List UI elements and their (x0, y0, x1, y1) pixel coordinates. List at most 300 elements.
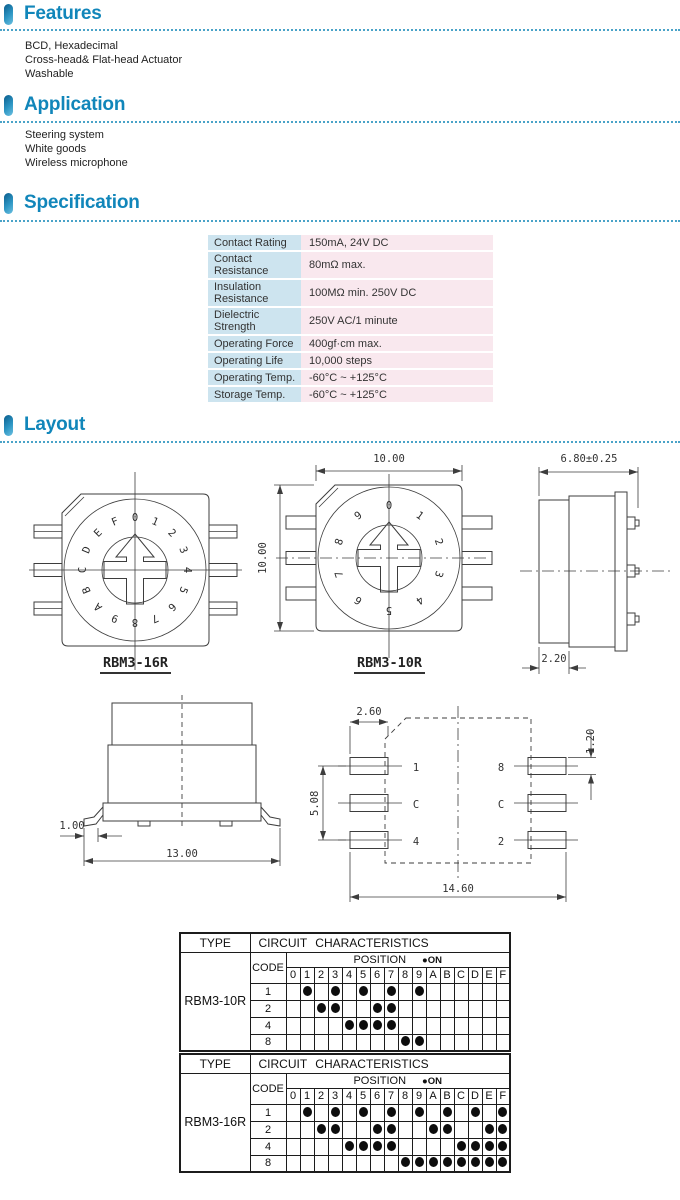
switch-cell (468, 1121, 482, 1138)
switch-cell (468, 1155, 482, 1172)
on-dot-icon (401, 1036, 410, 1046)
switch-cell (454, 1104, 468, 1121)
switch-cell (398, 1155, 412, 1172)
on-dot-icon (359, 1020, 368, 1030)
on-dot-icon (359, 1107, 368, 1117)
pad-label: C (497, 799, 505, 811)
on-dot-icon (303, 1107, 312, 1117)
section-bullet-icon (4, 415, 13, 436)
type-name: RBM3-16R (180, 1073, 250, 1172)
drawing-front-view (40, 693, 295, 878)
dial-character: 2 (165, 526, 179, 540)
switch-cell (440, 1155, 454, 1172)
switch-cell (356, 1121, 370, 1138)
on-dot-icon (498, 1124, 507, 1134)
dial-character: 6 (352, 593, 365, 607)
features-list (25, 40, 182, 81)
dim-height-label: 10.00 (257, 542, 269, 574)
on-dot-icon (415, 986, 424, 996)
switch-cell (314, 983, 328, 1000)
section-bullet-icon (4, 193, 13, 214)
on-dot-icon (443, 1157, 452, 1167)
switch-cell (454, 1155, 468, 1172)
dial-character: C (77, 566, 89, 574)
dial-character: 7 (332, 569, 347, 579)
switch-cell (440, 1034, 454, 1051)
switch-cell (342, 1017, 356, 1034)
switch-cell (300, 1000, 314, 1017)
switch-cell (426, 1000, 440, 1017)
on-dot-icon (485, 1157, 494, 1167)
on-dot-icon (331, 1124, 340, 1134)
switch-cell (384, 1155, 398, 1172)
switch-cell (286, 1017, 300, 1034)
spec-label: Contact Resistance (208, 252, 301, 278)
on-dot-icon (331, 1003, 340, 1013)
drawing-top-view-16r (28, 464, 243, 676)
position-label: 9 (412, 1088, 426, 1104)
circuit-table-10r (179, 932, 511, 1052)
position-label: 4 (342, 967, 356, 983)
spec-value: 80mΩ max. (301, 252, 493, 278)
spec-label: Storage Temp. (208, 387, 301, 402)
switch-cell (370, 1121, 384, 1138)
switch-cell (440, 1121, 454, 1138)
code-header: CODE (250, 1073, 286, 1104)
switch-cell (328, 1017, 342, 1034)
position-header: POSITION ●ON (286, 1073, 510, 1088)
on-dot-icon (359, 986, 368, 996)
on-dot-icon (457, 1141, 466, 1151)
switch-cell (342, 1000, 356, 1017)
switch-cell (286, 1138, 300, 1155)
switch-cell (342, 1121, 356, 1138)
on-legend: ●ON (422, 954, 443, 966)
dial-character: 0 (131, 512, 139, 524)
dim-width-label: 10.00 (373, 453, 405, 465)
switch-cell (370, 1017, 384, 1034)
position-label: F (496, 967, 510, 983)
position-label: 9 (412, 967, 426, 983)
position-label: 8 (398, 1088, 412, 1104)
on-dot-icon (373, 1003, 382, 1013)
section-header-features (0, 3, 680, 31)
switch-cell (426, 1138, 440, 1155)
position-label: 6 (370, 1088, 384, 1104)
on-dot-icon (317, 1003, 326, 1013)
on-dot-icon (415, 1157, 424, 1167)
switch-cell (468, 1104, 482, 1121)
section-title-layout: Layout (24, 414, 86, 435)
switch-cell (482, 1034, 496, 1051)
switch-cell (328, 1104, 342, 1121)
switch-cell (384, 983, 398, 1000)
switch-cell (440, 1104, 454, 1121)
spec-value: 100MΩ min. 250V DC (301, 280, 493, 306)
switch-cell (412, 1121, 426, 1138)
on-dot-icon (457, 1157, 466, 1167)
spec-label: Dielectric Strength (208, 308, 301, 334)
switch-cell (398, 1138, 412, 1155)
switch-cell (482, 1104, 496, 1121)
switch-cell (300, 1104, 314, 1121)
code-label: 2 (250, 1121, 286, 1138)
switch-cell (300, 1138, 314, 1155)
drawing-footprint (298, 686, 610, 918)
application-item: Wireless microphone (25, 156, 128, 169)
switch-cell (468, 983, 482, 1000)
position-label: C (454, 967, 468, 983)
on-legend: ●ON (422, 1075, 443, 1087)
dial-character: 8 (332, 537, 347, 547)
switch-cell (454, 1017, 468, 1034)
section-header-application (0, 94, 680, 123)
switch-cell (314, 1104, 328, 1121)
dim-width-label: 13.00 (166, 848, 198, 860)
switch-cell (426, 1155, 440, 1172)
switch-cell (482, 1121, 496, 1138)
switch-cell (342, 1138, 356, 1155)
dial-character: 6 (165, 600, 179, 614)
on-dot-icon (317, 1124, 326, 1134)
switch-cell (356, 983, 370, 1000)
switch-cell (482, 1155, 496, 1172)
on-dot-icon (373, 1020, 382, 1030)
feature-item: BCD, Hexadecimal (25, 40, 118, 52)
switch-cell (314, 1017, 328, 1034)
switch-cell (468, 1034, 482, 1051)
feature-item: Washable (25, 67, 74, 80)
dim-foot-label: 1.00 (59, 820, 85, 832)
switch-cell (482, 1000, 496, 1017)
switch-cell (300, 1034, 314, 1051)
on-dot-icon (387, 1141, 396, 1151)
position-label: 0 (286, 967, 300, 983)
switch-cell (286, 1121, 300, 1138)
section-bullet-icon (4, 95, 13, 116)
switch-cell (454, 1138, 468, 1155)
spec-label: Operating Life (208, 353, 301, 368)
position-label: 3 (328, 1088, 342, 1104)
position-label: B (440, 967, 454, 983)
dial-character: F (109, 515, 121, 529)
section-title-features: Features (24, 3, 102, 24)
switch-cell (398, 983, 412, 1000)
switch-cell (328, 983, 342, 1000)
switch-cell (370, 1000, 384, 1017)
switch-cell (314, 1034, 328, 1051)
characteristics-header: CIRCUIT CHARACTERISTICS (250, 1054, 510, 1073)
switch-cell (468, 1138, 482, 1155)
switch-cell (314, 1155, 328, 1172)
switch-cell (370, 1155, 384, 1172)
switch-cell (356, 1034, 370, 1051)
on-dot-icon (415, 1036, 424, 1046)
position-label: 5 (356, 967, 370, 983)
position-label: F (496, 1088, 510, 1104)
code-header: CODE (250, 952, 286, 983)
on-dot-icon (401, 1157, 410, 1167)
switch-cell (314, 1000, 328, 1017)
switch-cell (328, 1034, 342, 1051)
section-title-specification: Specification (24, 192, 140, 213)
switch-cell (286, 1104, 300, 1121)
dial-character: 0 (385, 500, 393, 512)
code-label: 1 (250, 983, 286, 1000)
position-label: 2 (314, 1088, 328, 1104)
switch-cell (440, 983, 454, 1000)
switch-cell (398, 1000, 412, 1017)
dim-depth-label: 6.80±0.25 (560, 453, 618, 465)
dial-character: 1 (413, 509, 426, 523)
switch-cell (370, 983, 384, 1000)
position-label: A (426, 967, 440, 983)
on-dot-icon (331, 1107, 340, 1117)
position-label: 1 (300, 1088, 314, 1104)
spec-label: Operating Force (208, 336, 301, 351)
on-dot-icon (498, 1107, 507, 1117)
switch-cell (356, 1104, 370, 1121)
switch-cell (496, 1155, 510, 1172)
switch-cell (398, 1121, 412, 1138)
position-label: C (454, 1088, 468, 1104)
position-label: 2 (314, 967, 328, 983)
position-label: E (482, 1088, 496, 1104)
dim-pad-width-label: 2.60 (356, 706, 382, 718)
switch-cell (412, 983, 426, 1000)
specification-table (208, 233, 493, 404)
on-dot-icon (443, 1107, 452, 1117)
pad-label: C (412, 799, 420, 811)
dim-pad-height-label: 1.20 (585, 728, 597, 754)
pad-label: 2 (497, 836, 505, 848)
application-item: Steering system (25, 129, 104, 141)
code-label: 8 (250, 1155, 286, 1172)
switch-cell (342, 1104, 356, 1121)
switch-cell (426, 1121, 440, 1138)
code-label: 2 (250, 1000, 286, 1017)
switch-cell (328, 1138, 342, 1155)
pad-label: 1 (412, 762, 420, 774)
switch-cell (482, 1138, 496, 1155)
switch-cell (426, 1104, 440, 1121)
drawing-label-10r: RBM3-10R (354, 655, 425, 674)
section-header-layout (0, 414, 680, 443)
position-label: 4 (342, 1088, 356, 1104)
switch-cell (300, 1155, 314, 1172)
spec-value: 150mA, 24V DC (301, 235, 493, 250)
circuit-table-16r (179, 1053, 511, 1173)
position-label: 3 (328, 967, 342, 983)
on-dot-icon (443, 1124, 452, 1134)
on-dot-icon (387, 1020, 396, 1030)
dial-character: 5 (385, 604, 393, 616)
on-dot-icon (415, 1107, 424, 1117)
switch-cell (342, 1034, 356, 1051)
switch-cell (314, 1138, 328, 1155)
switch-cell (496, 1017, 510, 1034)
switch-cell (398, 1017, 412, 1034)
switch-cell (496, 1104, 510, 1121)
switch-cell (482, 983, 496, 1000)
section-bullet-icon (4, 4, 13, 25)
switch-cell (328, 1000, 342, 1017)
on-dot-icon (498, 1157, 507, 1167)
application-item: White goods (25, 142, 87, 155)
spec-value: 250V AC/1 minute (301, 308, 493, 334)
position-label: 7 (384, 967, 398, 983)
switch-cell (314, 1121, 328, 1138)
section-title-application: Application (24, 94, 126, 115)
switch-cell (398, 1034, 412, 1051)
on-dot-icon (359, 1141, 368, 1151)
position-header: POSITION ●ON (286, 952, 510, 967)
switch-cell (454, 1121, 468, 1138)
position-label: A (426, 1088, 440, 1104)
type-name: RBM3-10R (180, 952, 250, 1051)
characteristics-header: CIRCUIT CHARACTERISTICS (250, 933, 510, 952)
on-dot-icon (345, 1141, 354, 1151)
switch-cell (412, 1034, 426, 1051)
section-header-specification (0, 192, 680, 222)
position-label: 5 (356, 1088, 370, 1104)
switch-cell (426, 1034, 440, 1051)
switch-cell (356, 1155, 370, 1172)
switch-cell (426, 983, 440, 1000)
application-list (25, 129, 128, 170)
switch-cell (300, 1017, 314, 1034)
spec-value: -60°C ~ +125°C (301, 370, 493, 385)
code-label: 1 (250, 1104, 286, 1121)
switch-cell (496, 1034, 510, 1051)
switch-cell (496, 1000, 510, 1017)
position-label: D (468, 967, 482, 983)
switch-cell (328, 1155, 342, 1172)
dial-character: D (80, 544, 94, 556)
position-label: D (468, 1088, 482, 1104)
switch-cell (384, 1034, 398, 1051)
on-dot-icon (345, 1020, 354, 1030)
switch-cell (412, 1138, 426, 1155)
position-label: E (482, 967, 496, 983)
drawing-top-view-10r (250, 448, 492, 666)
drawing-label-16r: RBM3-16R (100, 655, 171, 674)
dim-span-label: 14.60 (442, 883, 474, 895)
dial-character: 4 (413, 593, 426, 607)
switch-cell (454, 1000, 468, 1017)
dial-character: 4 (181, 566, 193, 574)
switch-cell (300, 983, 314, 1000)
switch-cell (356, 1000, 370, 1017)
type-header: TYPE (180, 1054, 250, 1073)
spec-value: 10,000 steps (301, 353, 493, 368)
switch-cell (384, 1017, 398, 1034)
position-label: 0 (286, 1088, 300, 1104)
dial-character: 7 (149, 611, 161, 625)
switch-cell (398, 1104, 412, 1121)
dial-character: A (91, 600, 105, 614)
position-label: 1 (300, 967, 314, 983)
switch-cell (482, 1017, 496, 1034)
dim-knob-label: 2.20 (541, 653, 567, 665)
dial-character: 1 (149, 515, 161, 529)
position-label: 7 (384, 1088, 398, 1104)
spec-label: Operating Temp. (208, 370, 301, 385)
switch-cell (286, 1000, 300, 1017)
position-label: B (440, 1088, 454, 1104)
on-dot-icon (429, 1157, 438, 1167)
dial-character: 8 (131, 616, 139, 628)
spec-value: 400gf·cm max. (301, 336, 493, 351)
switch-cell (412, 1000, 426, 1017)
switch-cell (370, 1138, 384, 1155)
dial-character: 5 (176, 584, 190, 596)
switch-cell (286, 983, 300, 1000)
switch-cell (496, 1121, 510, 1138)
switch-cell (412, 1104, 426, 1121)
on-dot-icon (373, 1124, 382, 1134)
switch-cell (384, 1121, 398, 1138)
on-dot-icon (471, 1141, 480, 1151)
drawing-side-view (492, 448, 677, 683)
on-dot-icon (387, 986, 396, 996)
switch-cell (412, 1017, 426, 1034)
switch-cell (286, 1034, 300, 1051)
position-label: 8 (398, 967, 412, 983)
switch-cell (440, 1000, 454, 1017)
switch-cell (384, 1104, 398, 1121)
pad-label: 8 (497, 762, 505, 774)
on-dot-icon (471, 1157, 480, 1167)
pad-label: 4 (412, 836, 420, 848)
spec-label: Insulation Resistance (208, 280, 301, 306)
on-dot-icon (387, 1003, 396, 1013)
on-dot-icon (373, 1141, 382, 1151)
dim-pitch-label: 5.08 (309, 790, 321, 816)
switch-cell (342, 1155, 356, 1172)
switch-cell (440, 1138, 454, 1155)
dial-character: 3 (176, 544, 190, 556)
spec-value: -60°C ~ +125°C (301, 387, 493, 402)
switch-cell (468, 1017, 482, 1034)
switch-cell (356, 1017, 370, 1034)
dial-character: 9 (352, 509, 365, 523)
switch-cell (286, 1155, 300, 1172)
switch-cell (370, 1104, 384, 1121)
dial-character: 9 (109, 611, 121, 625)
spec-label: Contact Rating (208, 235, 301, 250)
switch-cell (342, 983, 356, 1000)
dial-character: 2 (431, 537, 446, 547)
switch-cell (384, 1138, 398, 1155)
on-dot-icon (471, 1107, 480, 1117)
code-label: 4 (250, 1017, 286, 1034)
switch-cell (440, 1017, 454, 1034)
switch-cell (412, 1155, 426, 1172)
switch-cell (454, 1034, 468, 1051)
dial-character: B (80, 584, 94, 596)
switch-cell (356, 1138, 370, 1155)
switch-cell (468, 1000, 482, 1017)
switch-cell (300, 1121, 314, 1138)
code-label: 4 (250, 1138, 286, 1155)
switch-cell (370, 1034, 384, 1051)
on-dot-icon (387, 1124, 396, 1134)
switch-cell (496, 983, 510, 1000)
on-dot-icon (331, 986, 340, 996)
on-dot-icon (485, 1141, 494, 1151)
switch-cell (426, 1017, 440, 1034)
